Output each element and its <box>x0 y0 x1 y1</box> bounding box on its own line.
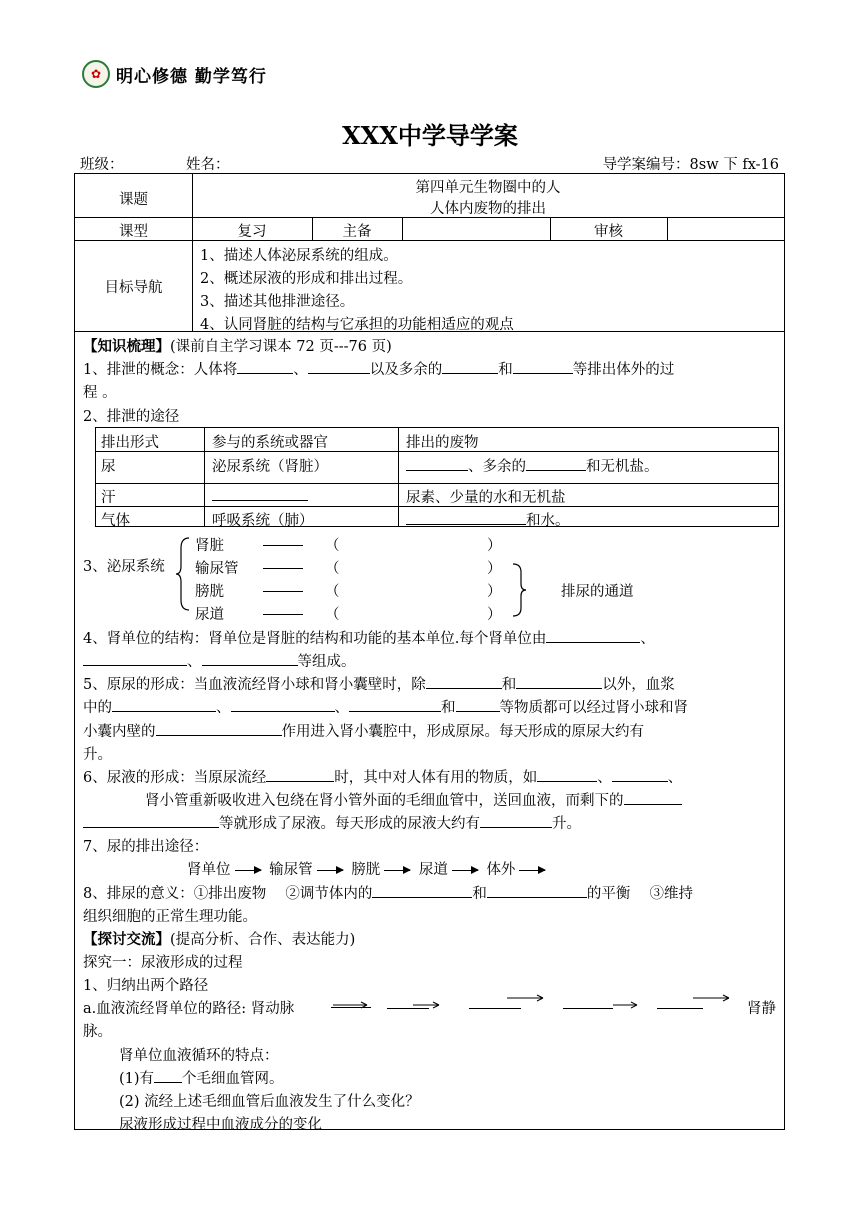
q5-line3: 小囊内壁的 作用进入肾小囊腔中，形成原尿。每天形成的原尿大约有 <box>83 720 644 741</box>
arrow-icon <box>519 870 545 871</box>
arrow-icon <box>384 870 410 871</box>
urine-channel-label: 排尿的通道 <box>561 584 634 600</box>
feature-title: 肾单位血液循环的特点： <box>119 1048 279 1064</box>
row-gas-form: 气体 <box>101 513 130 529</box>
row-sweat-waste: 尿素、少量的水和无机盐 <box>406 490 566 506</box>
path-a-end: 脉。 <box>83 1024 112 1040</box>
row-sweat-form: 汗 <box>101 490 116 506</box>
page-title: XXX中学导学案 <box>342 121 518 150</box>
paren-open: （ <box>325 561 340 577</box>
explore-title: 探究一：尿液形成的过程 <box>83 955 243 971</box>
paren-close: ） <box>487 584 502 600</box>
row-urine-waste: 、多余的 和无机盐。 <box>406 455 659 476</box>
right-brace-icon <box>511 562 527 618</box>
paren-close: ） <box>487 561 502 577</box>
lead-label: 主备 <box>342 224 372 240</box>
renal-vein-label: 肾静 <box>747 1001 776 1017</box>
q3-label: 3、泌尿系统 <box>83 559 165 575</box>
type-value: 复习 <box>237 224 267 240</box>
explore-sub1: 1、归纳出两个路径 <box>83 978 209 994</box>
th-form: 排出形式 <box>101 435 159 451</box>
paren-close: ） <box>487 607 502 623</box>
paren-open: （ <box>325 538 340 554</box>
goal-2: 2、概述尿液的形成和排出过程。 <box>200 271 413 287</box>
logo-slogan: 明心修德 勤学笃行 <box>116 66 267 87</box>
path-a-line: a.血液流经肾单位的路径: 肾动脉 <box>83 1001 295 1017</box>
q8-line1: 8、排尿的意义：①排出废物 ②调节体内的 和 的平衡 ③维持 <box>83 882 693 903</box>
q5-line1: 5、原尿的形成：当血液流经肾小球和肾小囊壁时，除 和 以外，血浆 <box>83 673 675 694</box>
organ-kidney: 肾脏 <box>195 538 224 554</box>
case-code: 导学案编号：8sw 下 fx-16 <box>602 157 779 173</box>
left-brace-icon <box>175 536 191 612</box>
row-urine-form: 尿 <box>101 459 116 475</box>
step-outside: 体外 <box>486 862 516 878</box>
urine-pathway <box>187 858 549 879</box>
q4-line2: 、 等组成。 <box>83 650 356 671</box>
arrow-icon <box>452 870 478 871</box>
arrow-icon <box>235 870 261 871</box>
worksheet-table <box>74 173 785 1133</box>
q5-line2: 中的 、 、 和 等物质都可以经过肾小球和肾 <box>83 696 688 717</box>
step-nephron: 肾单位 <box>187 862 231 878</box>
logo <box>82 60 267 88</box>
q2-title: 2、排泄的途径 <box>83 409 180 425</box>
organ-ureter: 输尿管 <box>195 561 239 577</box>
organ-urethra: 尿道 <box>195 607 224 623</box>
row-sweat-organ <box>212 486 308 505</box>
q1-line1: 1、排泄的概念：人体将 、 以及多余的 和 等排出体外的过 <box>83 358 674 379</box>
q6-line3: 等就形成了尿液。每天形成的尿液大约有 升。 <box>83 812 581 833</box>
q5-line4: 升。 <box>83 747 112 763</box>
goal-3: 3、描述其他排泄途径。 <box>200 294 355 310</box>
goal-4: 4、认同肾脏的结构与它承担的功能相适应的观点 <box>200 317 514 333</box>
review-label: 审核 <box>594 224 623 240</box>
type-label: 课型 <box>119 224 148 240</box>
step-ureter: 输尿管 <box>269 862 313 878</box>
excretion-table <box>95 427 779 527</box>
paren-close: ） <box>487 538 502 554</box>
q6-line2: 肾小管重新吸收进入包绕在肾小管外面的毛细血管中，送回血液，而剩下的 <box>145 789 682 810</box>
th-organ: 参与的系统或器官 <box>212 435 328 451</box>
school-emblem-icon: ✿ <box>82 60 110 88</box>
q4-line1: 4、肾单位的结构：肾单位是肾脏的结构和功能的基本单位.每个肾单位由 、 <box>83 627 655 648</box>
step-urethra: 尿道 <box>418 862 448 878</box>
pathway-arrows-icon <box>333 992 753 1012</box>
row-gas-organ: 呼吸系统（肺） <box>212 513 314 529</box>
q7-title: 7、尿的排出途径： <box>83 839 209 855</box>
topic-label: 课题 <box>119 192 148 208</box>
topic-line2: 人体内废物的排出 <box>430 201 546 217</box>
topic-line1: 第四单元生物圈中的人 <box>415 180 561 196</box>
q6-line1: 6、尿液的形成：当原尿流经 时，其中对人体有用的物质，如 、 、 <box>83 766 682 787</box>
feature-3: 尿液形成过程中血液成分的变化 <box>119 1117 322 1133</box>
class-label: 班级： <box>80 157 124 173</box>
feature-2: (2) 流经上述毛细血管后血液发生了什么变化？ <box>119 1094 420 1110</box>
section-knowledge: 【知识梳理】(课前自主学习课本 72 页---76 页) <box>83 338 392 355</box>
goal-1: 1、描述人体泌尿系统的组成。 <box>200 248 398 264</box>
q1-line2: 程 。 <box>83 385 117 401</box>
row-gas-waste: 和水。 <box>406 509 570 530</box>
th-waste: 排出的废物 <box>406 435 479 451</box>
section-discussion: 【探讨交流】(提高分析、合作、表达能力) <box>83 931 356 948</box>
feature-1: (1)有 个毛细血管网。 <box>119 1067 284 1088</box>
organ-bladder: 膀胱 <box>195 584 224 600</box>
row-urine-organ: 泌尿系统（肾脏） <box>212 459 328 475</box>
name-label: 姓名： <box>186 157 230 173</box>
arrow-icon <box>317 870 343 871</box>
paren-open: （ <box>325 607 340 623</box>
q8-line2: 组织细胞的正常生理功能。 <box>83 909 257 925</box>
step-bladder: 膀胱 <box>351 862 381 878</box>
paren-open: （ <box>325 584 340 600</box>
goal-label: 目标导航 <box>104 280 163 296</box>
